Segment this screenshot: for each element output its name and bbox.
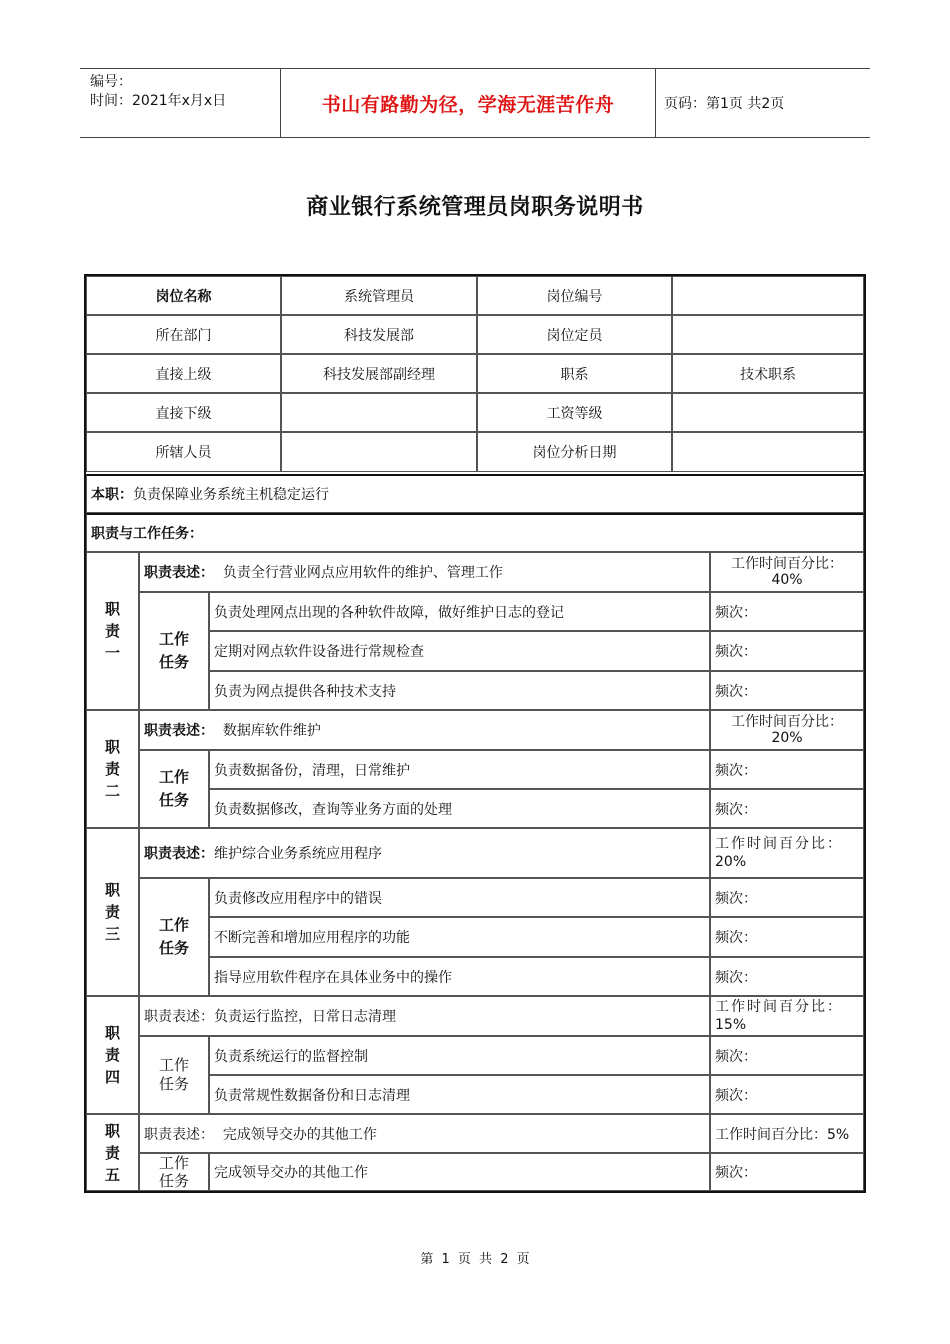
duty-3-task-3-frequency: 频次： [710, 957, 864, 996]
duty-2-statement: 职责表述： 数据库软件维护 [139, 710, 710, 750]
serial-label: 编号： [90, 74, 132, 90]
duty-3-time-percent: 工作时间百分比： 20% [710, 828, 864, 878]
label-position-number: 岗位编号 [477, 276, 672, 315]
duty-1-task-3-frequency: 频次： [710, 671, 864, 710]
duty-3-task-2: 不断完善和增加应用程序的功能 [209, 917, 710, 957]
document-title: 商业银行系统管理员岗职务说明书 [306, 195, 644, 220]
duty-3-task-1-frequency: 频次： [710, 878, 864, 917]
duty-1-task-2: 定期对网点软件设备进行常规检查 [209, 631, 710, 671]
duty-3-statement: 职责表述： 维护综合业务系统应用程序 [139, 828, 710, 878]
label-subordinates: 直接下级 [86, 393, 281, 432]
duty-2-task-2-frequency: 频次： [710, 789, 864, 828]
duty-4-task-2-frequency: 频次： [710, 1075, 864, 1114]
duty-4-task-1: 负责系统运行的监督控制 [209, 1036, 710, 1075]
value-position-number [672, 276, 864, 315]
duty-5-task-1: 完成领导交办的其他工作 [209, 1153, 710, 1191]
duty-2-task-label: 工作 任务 [139, 750, 209, 828]
value-subordinates [281, 393, 477, 432]
page-footer: 第 1 页 共 2 页 [420, 1252, 530, 1267]
duty-4-name: 职 责 四 [86, 996, 139, 1114]
duty-1-name: 职 责 一 [86, 552, 139, 710]
job-description-form [84, 274, 866, 1193]
duty-3-task-2-frequency: 频次： [710, 917, 864, 957]
duty-2-task-1-frequency: 频次： [710, 750, 864, 789]
duty-5-time-percent: 工作时间百分比：5% [710, 1114, 864, 1153]
label-supervisor: 直接上级 [86, 354, 281, 393]
duty-5-task-label: 工作 任务 [139, 1153, 209, 1191]
label-position-name: 岗位名称 [86, 276, 281, 315]
value-staff [281, 432, 477, 472]
label-headcount: 岗位定员 [477, 315, 672, 354]
duties-header: 职责与工作任务： [86, 513, 864, 552]
value-analysis-date [672, 432, 864, 472]
label-department: 所在部门 [86, 315, 281, 354]
duty-4-time-percent: 工作时间百分比： 15% [710, 996, 864, 1036]
duty-3-task-1: 负责修改应用程序中的错误 [209, 878, 710, 917]
label-job-family: 职系 [477, 354, 672, 393]
value-salary-grade [672, 393, 864, 432]
duty-1-task-label: 工作 任务 [139, 592, 209, 710]
duty-2-task-2: 负责数据修改，查询等业务方面的处理 [209, 789, 710, 828]
duty-5-statement: 职责表述： 完成领导交办的其他工作 [139, 1114, 710, 1153]
duty-2-task-1: 负责数据备份，清理，日常维护 [209, 750, 710, 789]
label-staff: 所辖人员 [86, 432, 281, 472]
page-indicator: 页码：第1页 共2页 [664, 96, 785, 112]
label-analysis-date: 岗位分析日期 [477, 432, 672, 472]
duty-4-task-label: 工作 任务 [139, 1036, 209, 1114]
duty-5-task-1-frequency: 频次： [710, 1153, 864, 1191]
duty-3-name: 职 责 三 [86, 828, 139, 996]
main-duty-label: 本职： [91, 487, 133, 503]
duty-2-name: 职 责 二 [86, 710, 139, 828]
motto: 书山有路勤为径，学海无涯苦作舟 [280, 69, 656, 137]
value-position-name: 系统管理员 [281, 276, 477, 315]
main-duty-text: 负责保障业务系统主机稳定运行 [133, 487, 329, 503]
value-job-family: 技术职系 [672, 354, 864, 393]
label-salary-grade: 工资等级 [477, 393, 672, 432]
time-label: 时间：2021年x月x日 [90, 93, 227, 109]
header-meta [90, 73, 226, 111]
value-department: 科技发展部 [281, 315, 477, 354]
duty-1-task-1-frequency: 频次： [710, 592, 864, 631]
duty-4-task-2: 负责常规性数据备份和日志清理 [209, 1075, 710, 1114]
duty-1-task-1: 负责处理网点出现的各种软件故障，做好维护日志的登记 [209, 592, 710, 631]
duty-1-time-percent: 工作时间百分比： 40% [710, 552, 864, 592]
duty-3-task-3: 指导应用软件程序在具体业务中的操作 [209, 957, 710, 996]
duty-4-task-1-frequency: 频次： [710, 1036, 864, 1075]
duty-4-statement: 职责表述： 负责运行监控，日常日志清理 [139, 996, 710, 1036]
value-headcount [672, 315, 864, 354]
duty-1-task-2-frequency: 频次： [710, 631, 864, 671]
duty-5-name: 职 责 五 [86, 1114, 139, 1191]
page-header [80, 68, 870, 138]
duty-2-time-percent: 工作时间百分比： 20% [710, 710, 864, 750]
value-supervisor: 科技发展部副经理 [281, 354, 477, 393]
duty-1-statement: 职责表述： 负责全行营业网点应用软件的维护、管理工作 [139, 552, 710, 592]
main-duty-row [86, 474, 864, 513]
duty-1-task-3: 负责为网点提供各种技术支持 [209, 671, 710, 710]
duty-3-task-label: 工作 任务 [139, 878, 209, 996]
